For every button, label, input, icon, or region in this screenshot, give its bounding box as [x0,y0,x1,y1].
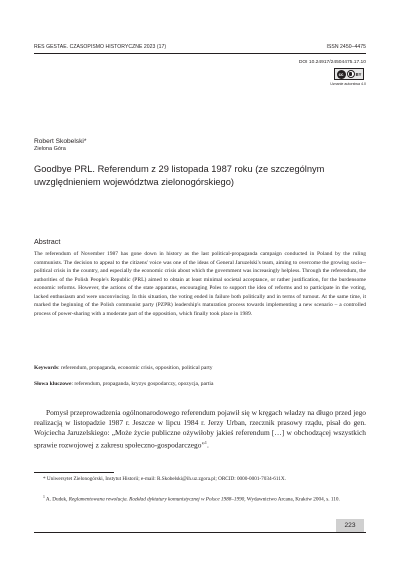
author-affiliation: Zielona Góra [34,146,66,152]
journal-title: RES GESTAE. CZASOPISMO HISTORYCZNE 2023 (17) [34,44,167,50]
attribution-person-icon [347,70,355,78]
article-title: Goodbye PRL. Referendum z 29 listopada 1987 roku (ze szczególnym uwzględnieniem województwa zielonogórskiego) [34,164,325,187]
keywords-label: Keywords [34,365,59,371]
footnote-publication: , Wydawnictwo Arcana, Kraków 2004, s. 110. [244,496,340,503]
abstract-text: The referendum of November 1987 has gone down in history as the last political-propaganda campaign conducted in Poland by the ruling communists. The decision to appeal to the citizens' voice was one of the ideas of General Jaruzelski's team, aiming to overcome the growing socio--political crisis in the country, and especially the economic crisis about which the government was increasingly helpless. Through the referendum, the authorities of the Polish People's Republic (PRL) aimed to obtain at least minimal societal acceptance, or rather justification, for the burdensome economic reforms. However, the actions of the state apparatus, encouraging Poles to support the idea of reforms and to participate in the voting, lacked enthusiasm and were unconvincing. In this situation, the voting ended in failure both politically and in terms of turnout. At the same time, it marked the beginning of the Polish communist party (PZPR) leadership's maturation process towards implementing a new scenario – a controlled process of power-sharing with a moderate part of the opposition, which finally took place in 1989. [34,251,366,317]
footer-rule [34,532,366,533]
body-paragraph-text: Pomysł przeprowadzenia ogólnonarodowego referendum pojawił się w kręgach władzy na długo przed jego realizacją w listopadzie 1987 r. Jeszcze w lipcu 1984 r. Jerzy Urban, rzecznik prasowy rządu, pisał do gen. Wojciecha Jaruzelskiego: „Może życie publiczne ożywiłoby jakieś referendum […] w obchodzącej wszystkich sprawie rozwojowej z zakresu społeczno-gospodarczego” [34,408,366,449]
by-label: BY [355,71,362,77]
license-caption: Uznanie autorstwa 4.0 [330,82,366,86]
footnote-book-title: Reglamentowana rewolucja. Rozkład dyktatury komunistycznej w Polsce 1988–1990 [68,496,245,503]
footnote-number: 1 [43,495,45,499]
body-paragraph-end: . [206,440,209,449]
doi[interactable]: DOI 10.24917/24504475.17.10 [298,60,366,65]
keywords-pl-line [34,380,366,388]
footnote-1 [34,494,366,504]
footnote-rule [34,472,114,473]
footnote-affiliation: * Uniwersytet Zielonogórski, Instytut Historii; e-mail: R.Skobelski@ih.uz.zgora.pl; ORCID: 0000-0001-7034-611X. [43,476,286,482]
keywords-values: : referendum, propaganda, economic crisis, opposition, political party [58,365,213,371]
cc-icon: cc [337,70,346,79]
issn: ISSN 2450–4475 [326,44,366,50]
author-name: Robert Skobelski* [34,138,87,145]
footnote-ref[interactable]: 1 [204,439,207,445]
footnote-author: A. Dudek, [44,496,69,503]
body-paragraph [34,408,366,450]
abstract-heading: Abstract [34,237,61,246]
keywords-pl-values: : referendum, propaganda, kryzys gospodarczy, opozycja, partia [71,381,214,387]
page-number: 223 [336,519,364,532]
keywords-line [34,364,366,372]
header-rule [34,53,366,54]
keywords-pl-label: Słowa kluczowe [34,381,72,387]
cc-license-badge[interactable] [334,68,364,80]
